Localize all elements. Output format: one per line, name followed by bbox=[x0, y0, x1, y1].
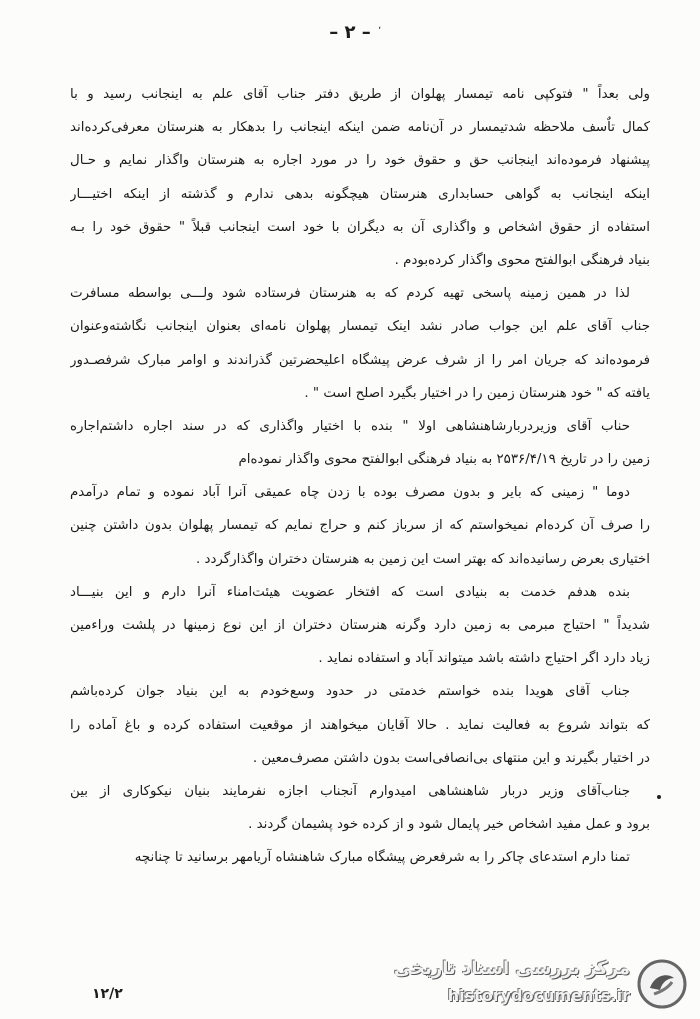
text-line: زیاد دارد اگر احتیاج داشته باشد میتواند آباد و استفاده نماید . bbox=[318, 651, 650, 667]
footer-code: ۱۲/۲ bbox=[92, 986, 123, 1002]
text-line: دوما " زمینی که بایر و بدون مصرف بوده با زدن چاه عمیقی آنرا آباد نموده و تمام درآمدم bbox=[70, 485, 630, 501]
text-line: تمنا دارم استدعای چاکر را به شرفعرض پیشگاه مبارک شاهنشاه آریامهر برسانید تا چنانچه bbox=[134, 850, 630, 866]
text-line: حناب آقای وزیردربارشاهنشاهی اولا " بنده با اختیار واگذاری که در سند اجاره داشتم‌اجاره bbox=[70, 418, 630, 434]
margin-dot bbox=[657, 795, 661, 799]
text-line: جناب آقای هویدا بنده خواستم خدمتی در حدود وسع‌خودم به این بنیاد جوان کرده‌باشم bbox=[70, 684, 630, 700]
page-number: – ۲ – bbox=[329, 22, 371, 43]
text-line: لذا در همین زمینه پاسخی تهیه کردم که به هنرستان فرستاده شود ولـــی بواسطه مسافرت bbox=[70, 286, 630, 302]
archive-logo-icon bbox=[636, 958, 688, 1010]
text-line: بنده هدفم خدمت به بنیادی است که افتخار عضویت هیئت‌امناء آنرا دارم و این بنیـــاد bbox=[70, 584, 630, 600]
letter-body bbox=[70, 78, 650, 875]
text-line: که بتواند شروع به فعالیت نماید . حالا آقایان میخواهند از موقعیت استفاده کرده و باغ آماده را bbox=[70, 717, 650, 733]
text-line: شدیداً " احتیاج مبرمی به زمین دارد وگرنه هنرستان دختران از این نوع زمینها در پلشت وراءمین bbox=[70, 618, 650, 633]
watermark bbox=[393, 954, 692, 1014]
text-line: ولی بعداً " فتوکپی نامه تیمسار پهلوان از طریق دفتر جناب آقای علم به اینجانب رسید و با bbox=[70, 87, 650, 102]
text-line: بنیاد فرهنگی ابوالفتح محوی واگذار کرده‌بودم . bbox=[394, 252, 650, 268]
text-line: کمال تاٌسف ملاحظه شدتیمسار در آن‌نامه ضمن اینکه اینجانب را بدهکار به هنرستان معرفی‌کرده‌اند bbox=[70, 120, 650, 136]
text-line: را صرف آن کرده‌ام نمیخواستم که از سرباز کنم و حراج نمایم که تیمسار پهلوان بدون داشتن چنین bbox=[70, 518, 650, 534]
corner-mark: ٬ bbox=[378, 26, 382, 37]
text-line: جناب‌آقای وزیر دربار شاهنشاهی امیدوارم آنجناب اجازه نفرمایند بنیان نیکوکاری از بین bbox=[70, 783, 630, 799]
text-line: اینکه اینجانب به گواهی حسابداری هنرستان هیچگونه بدهی ندارم و گذشته از اینکه اختیـــار bbox=[70, 186, 650, 202]
watermark-url: historydocuments.ir bbox=[447, 986, 630, 1005]
text-line: استفاده از حقوق اشخاص و واگذاری آن به دیگران با خود است اینجانب قبلاً " حقوق خود را بـه bbox=[70, 219, 650, 235]
text-line: برود و عمل مفید اشخاص خیر پایمال شود و از کرده خود پشیمان گردند . bbox=[248, 817, 650, 833]
text-line: فرموده‌اند که جریان امر را از شرف عرض پیشگاه اعلیحضرتین گذراندند و اوامر مبارک شرفصـدور bbox=[70, 352, 650, 368]
text-line: جناب آقای علم این جواب صادر نشد اینک تیمسار پهلوان نامه‌ای بعنوان اینجانب نگاشته‌وعنوان bbox=[70, 319, 650, 335]
text-line: اختیاری بعرض رسانیده‌اند که بهتر است این زمین به هنرستان دختران واگذارگردد . bbox=[195, 551, 650, 567]
text-line: یافته که " خود هنرستان زمین را در اختیار بگیرد اصلح است " . bbox=[304, 385, 650, 401]
watermark-title: مرکز بررسی اسناد تاریخی bbox=[393, 958, 630, 979]
text-line: پیشنهاد فرموده‌اند اینجانب حق و حقوق خود را در مورد اجاره به هنرستان واگذار نمایم و حـال bbox=[70, 153, 650, 169]
text-line: در اختیار بگیرند و این منتهای بی‌انصافی‌است بدون داشتن مصرف‌معین . bbox=[252, 750, 650, 766]
text-line: زمین را در تاریخ ۲۵۳۶/۴/۱۹ به بنیاد فرهنگی ابوالفتح محوی واگذار نموده‌ام bbox=[238, 452, 650, 468]
